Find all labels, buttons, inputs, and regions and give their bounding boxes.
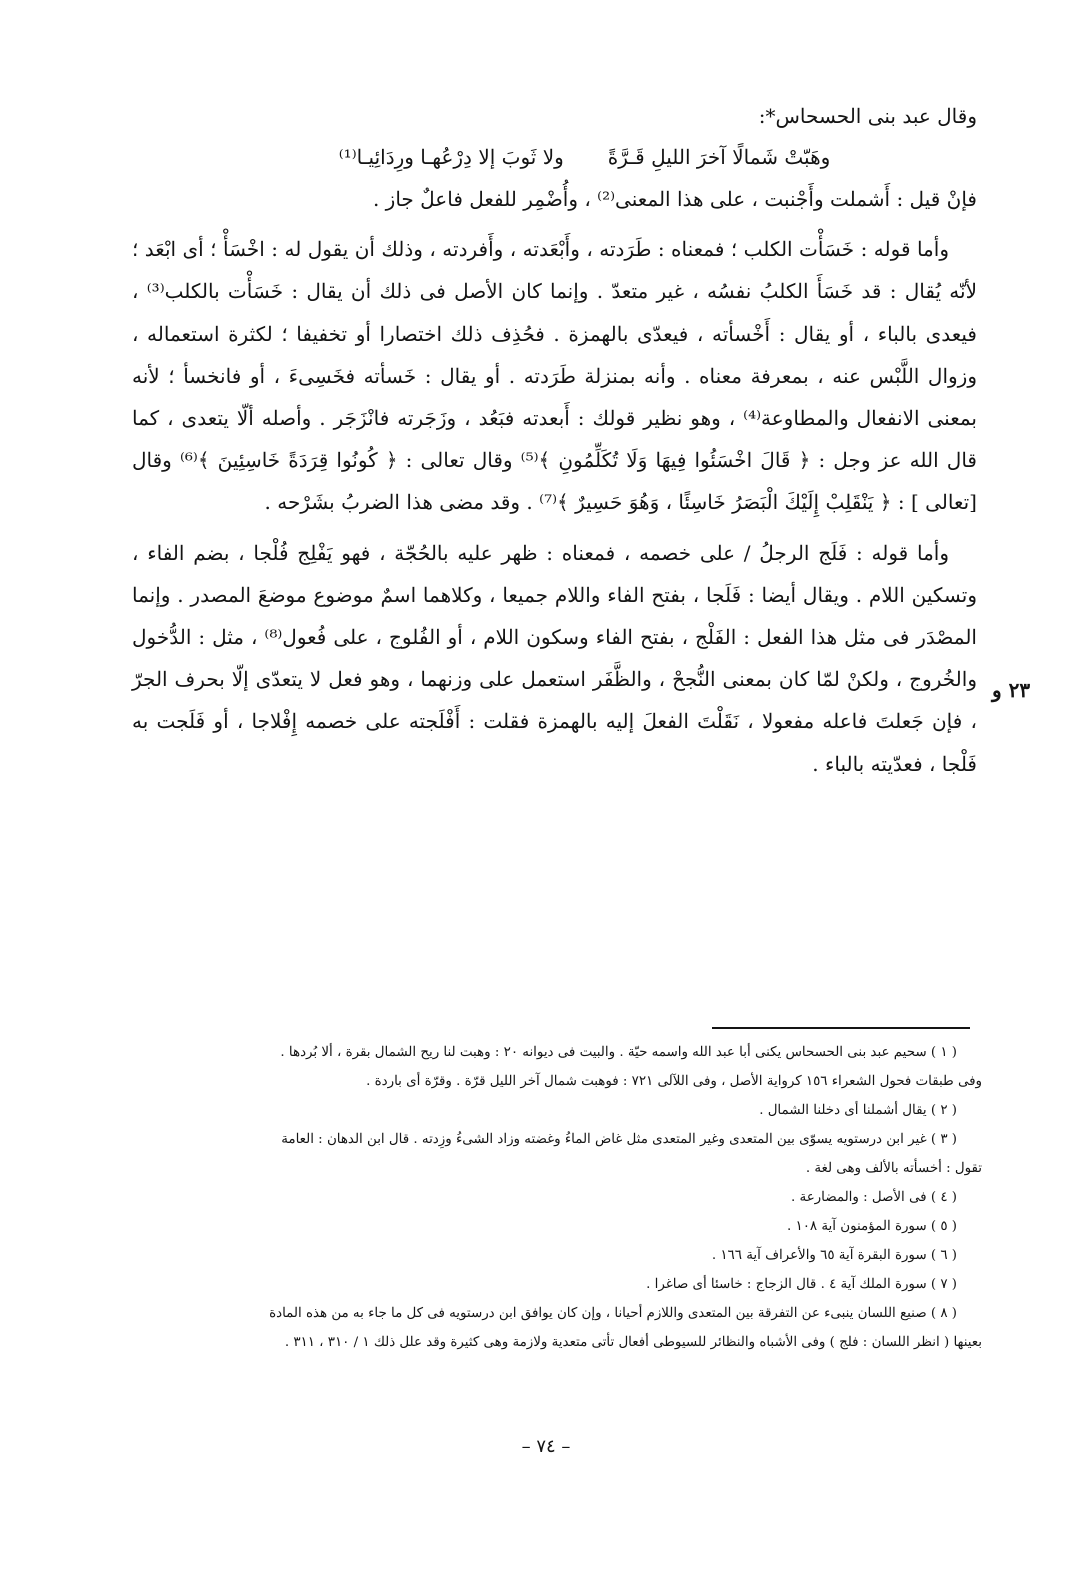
footnote-8: ( ٨ ) صنيع اللسان ينبىء عن التفرقة بين المتعدى واللازم أحيانا ، وإن كان يوافق ابن درستويه فى كل ما جاء به من هذه المادة xyxy=(269,1306,957,1321)
footnote-3: ( ٣ ) غير ابن درستويه يسوّى بين المتعدى وغير المتعدى مثل غاض الماءُ وغضته وزاد الشىءُ وزِدته . قال ابن الدهان : العامة xyxy=(281,1132,957,1147)
footnote-8-continued: بعينها ( انظر اللسان : فلج ) وفى الأشباه والنظائر للسيوطى أفعال تأتى متعدية ولازمة وهى كثيرة وقد علل ذلك ١ / ٣١٠ ، ٣١١ . xyxy=(284,1335,982,1350)
verse-second-hemistich: ولا ثَوبَ إلا دِرْعُهـا ورِدَائِيـا⁽¹⁾ xyxy=(338,145,564,169)
footnote-4: ( ٤ ) فى الأصل : والمضارعة . xyxy=(791,1190,957,1205)
paragraph-khasa: وأما قوله : خَسَأْت الكلب ؛ فمعناه : طَرَدته ، وأَبْعَدته ، وأَفردته ، وذلك أن يقول له : اخْسَأْ ؛ أى ابْعَد ؛ لأنّه يُقال : قد خَسَأَ الكلبُ نفسُه ، غير متعدّ . وإنما كان الأصل فى ذلك أن يقال : خَسَأْت بالكلب⁽³⁾ ، فيعدى بالباء ، أو يقال : أَخْسأته ، فيعدّى بالهمزة . فحُذِف ذلك اختصارا أو تخفيفا ؛ لكثرة استعماله ، وزوال اللَّبْس عنه ، بمعرفة معناه . وأنه بمنزلة طَرَدته . أو يقال : خَسأته فخَسِىءَ ، أو فانخسأ ؛ لأنه بمعنى الانفعال والمطاوعة⁽⁴⁾ ، وهو نظير قولك : أَبعدته فبَعُد ، وزَجَرته فانْزَجَر . وأصله ألّا يتعدى ، كما قال الله عز وجل : ﴿ قَالَ اخْسَئُوا فِيهَا وَلَا تُكَلِّمُونِ ﴾⁽⁵⁾ وقال تعالى : ﴿ كُونُوا قِرَدَةً خَاسِئِينَ ﴾⁽⁶⁾ وقال [تعالى ] : ﴿ يَنْقَلِبْ إِلَيْكَ الْبَصَرُ خَاسِئًا ، وَهُوَ حَسِيرٌ ﴾⁽⁷⁾ . وقد مضى هذا الضربُ بشَرْحه . xyxy=(132,237,977,515)
verse-first-hemistich: وهَبّتْ شَمالًا آخرَ الليلِ قَـرَّةً xyxy=(607,145,831,169)
manuscript-folio-note: ٢٣ و xyxy=(992,678,1031,702)
paragraph-ashmalat: فإنْ قيل : أَشملت وأَجْنبت ، على هذا المعنى⁽²⁾ ، وأُضْمِر للفعل فاعلٌ جاز . xyxy=(372,187,977,211)
footnote-2: ( ٢ ) يقال أشملنا أى دخلنا الشمال . xyxy=(759,1103,957,1118)
main-text xyxy=(132,96,977,785)
footnotes xyxy=(120,1038,982,1357)
poem-introduction: وقال عبد بنى الحسحاس*: xyxy=(758,104,977,128)
footnote-7: ( ٧ ) سورة الملك آية ٤ . قال الزجاج : خاسئا أى صاغرا . xyxy=(646,1277,957,1292)
poetry-verse xyxy=(132,136,977,178)
footnote-5: ( ٥ ) سورة المؤمنون آية ١٠٨ . xyxy=(787,1219,957,1234)
footnote-3-continued: تقول : أخسأته بالألف وهى لغة . xyxy=(805,1161,982,1176)
page-number: – ٧٤ – xyxy=(521,1436,571,1457)
footnote-1-continued: وفى طبقات فحول الشعراء ١٥٦ كرواية الأصل ، وفى اللآلى ٧٢١ : فوهبت شمال آخر الليل قرّة . وقرّة أى باردة . xyxy=(366,1074,982,1089)
footnote-divider xyxy=(712,1027,970,1029)
footnote-1: ( ١ ) سحيم عبد بنى الحسحاس يكنى أبا عبد الله واسمه حيّة . والبيت فى ديوانه ٢٠ : وهبت لنا ريح الشمال بقرة ، ألا بُردها . xyxy=(280,1045,957,1060)
footnote-6: ( ٦ ) سورة البقرة آية ٦٥ والأعراف آية ١٦٦ . xyxy=(711,1248,957,1263)
paragraph-falaja: وأما قوله : فَلَج الرجلُ / على خصمه ، فمعناه : ظهر عليه بالحُجّة ، فهو يَفْلِج فُلْجا ، بضم الفاء ، وتسكين اللام . ويقال أيضا : فَلَجا ، بفتح الفاء واللام جميعا ، وكلاهما اسمٌ موضوع موضعَ المصدر . وإنما المصْدَر فى مثل هذا الفعل : الفَلْج ، بفتح الفاء وسكون اللام ، أو الفُلوج ، على فُعول⁽⁸⁾ ، مثل : الدُّخول والخُروج ، ولكنْ لمّا كان بمعنى النُّجحْ ، والظَّفَر استعمل على وزنهما ، وهو فعل لا يتعدّى إلّا بحرف الجرّ ، فإن جَعلتَ فاعله مفعولا ، نَقَلْتَ الفعلَ إليه بالهمزة فقلت : أَفْلَجته على خصمه إِفْلاجا ، أو فَلَجت به فَلْجا ، فعدّيته بالباء . xyxy=(132,540,977,776)
